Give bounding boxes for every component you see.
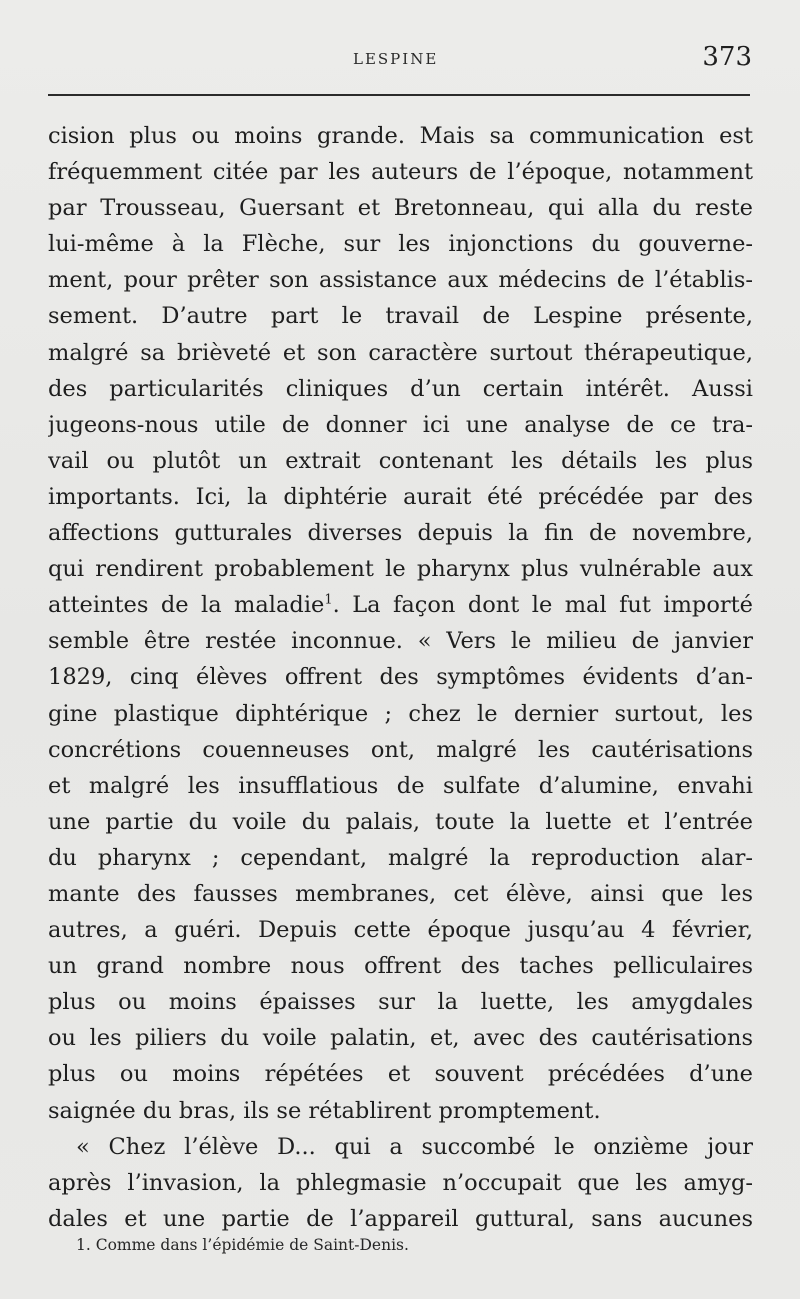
text-line: lui-même à la Flèche, sur les injonctions du gouverne- <box>48 231 753 258</box>
text-line: après l’invasion, la phlegmasie n’occupait que les amyg- <box>48 1169 753 1196</box>
running-head <box>0 42 800 76</box>
text-line: un grand nombre nous offrent des taches pelliculaires <box>48 953 753 980</box>
footnote-reference[interactable]: 1 <box>324 592 333 608</box>
running-title: LESPINE <box>353 50 439 68</box>
text-line: affections gutturales diverses depuis la fin de novembre, <box>48 520 753 547</box>
text-line: malgré sa brièveté et son caractère surtout thérapeutique, <box>48 339 753 366</box>
text-line: « Chez l’élève D... qui a succombé le onzième jour <box>76 1133 753 1160</box>
text-segment: . La façon dont le mal fut importé <box>332 592 753 619</box>
text-line: semble être restée inconnue. « Vers le milieu de janvier <box>48 628 753 655</box>
text-line: une partie du voile du palais, toute la luette et l’entrée <box>48 808 753 835</box>
text-line: ou les piliers du voile palatin, et, avec des cautérisations <box>48 1025 753 1052</box>
text-line: mante des fausses membranes, cet élève, ainsi que les <box>48 880 753 907</box>
text-line: dales et une partie de l’appareil guttural, sans aucunes <box>48 1205 753 1232</box>
body-text <box>48 118 753 1237</box>
text-line: qui rendirent probablement le pharynx plus vulnérable aux <box>48 556 753 583</box>
text-line: plus ou moins épaisses sur la luette, les amygdales <box>48 989 753 1016</box>
header-rule <box>48 94 750 96</box>
text-line: 1829, cinq élèves offrent des symptômes évidents d’an- <box>48 664 753 691</box>
text-line: fréquemment citée par les auteurs de l’époque, notamment <box>48 159 753 186</box>
text-line: autres, a guéri. Depuis cette époque jusqu’au 4 février, <box>48 917 753 944</box>
text-line: et malgré les insufflatious de sulfate d’alumine, envahi <box>48 772 753 799</box>
text-line: importants. Ici, la diphtérie aurait été précédée par des <box>48 483 753 510</box>
footnote: 1. Comme dans l’épidémie de Saint-Denis. <box>76 1236 409 1254</box>
paragraph-2 <box>48 1129 753 1237</box>
text-line: du pharynx ; cependant, malgré la reproduction alar- <box>48 844 753 871</box>
text-line: ment, pour prêter son assistance aux médecins de l’établis- <box>48 267 753 294</box>
text-line: des particularités cliniques d’un certain intérêt. Aussi <box>48 375 753 402</box>
text-line: vail ou plutôt un extrait contenant les détails les plus <box>48 447 753 474</box>
text-line: cision plus ou moins grande. Mais sa communication est <box>48 123 753 149</box>
text-line: saignée du bras, ils se rétablirent promptement. <box>48 1097 601 1124</box>
page-number: 373 <box>702 42 752 72</box>
text-line: jugeons-nous utile de donner ici une analyse de ce tra- <box>48 411 753 438</box>
text-line <box>48 587 753 623</box>
text-line: par Trousseau, Guersant et Bretonneau, qui alla du reste <box>48 195 753 222</box>
text-segment: atteintes de la maladie <box>48 592 325 619</box>
text-line: plus ou moins répétées et souvent précédées d’une <box>48 1061 753 1088</box>
text-line: sement. D’autre part le travail de Lespine présente, <box>48 303 753 330</box>
text-line: gine plastique diphtérique ; chez le dernier surtout, les <box>48 700 753 727</box>
paragraph-1 <box>48 118 753 1129</box>
text-line: concrétions couenneuses ont, malgré les cautérisations <box>48 736 753 763</box>
